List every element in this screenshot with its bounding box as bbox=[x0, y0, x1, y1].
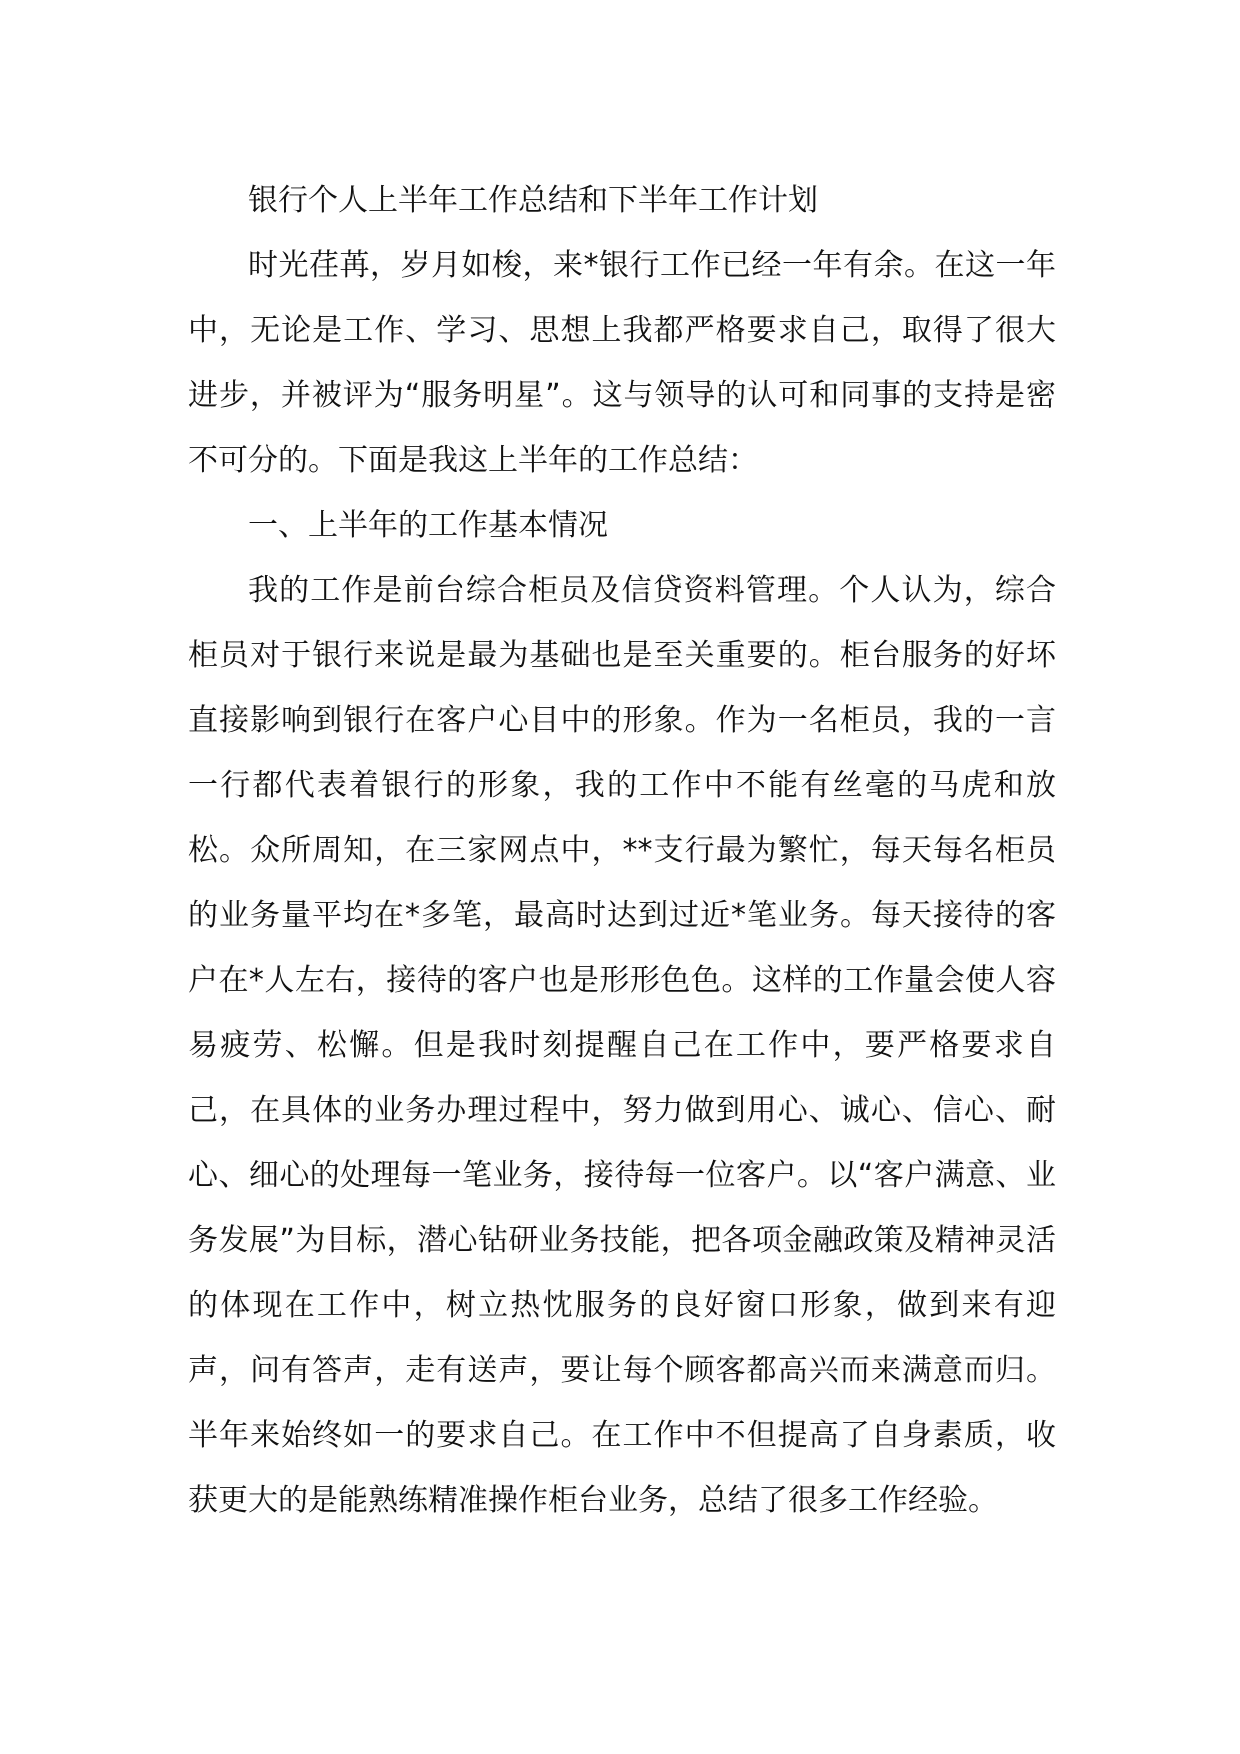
paragraph-intro: 时光荏苒，岁月如梭，来*银行工作已经一年有余。在这一年中，无论是工作、学习、思想上我都严格要求自己，取得了很大进步，并被评为“服务明星”。这与领导的认可和同事的支持是密不可分的。下面是我这上半年的工作总结： bbox=[188, 248, 1056, 478]
paragraph-work-details: 我的工作是前台综合柜员及信贷资料管理。个人认为，综合柜员对于银行来说是最为基础也是至关重要的。柜台服务的好坏直接影响到银行在客户心目中的形象。作为一名柜员，我的一言一行都代表着银行的形象，我的工作中不能有丝毫的马虎和放松。众所周知，在三家网点中，**支行最为繁忙，每天每名柜员的业务量平均在*多笔，最高时达到过近*笔业务。每天接待的客户在*人左右，接待的客户也是形形色色。这样的工作量会使人容易疲劳、松懈。但是我时刻提醒自己在工作中，要严格要求自己，在具体的业务办理过程中，努力做到用心、诚心、信心、耐心、细心的处理每一笔业务，接待每一位客户。以“客户满意、业务发展”为目标，潜心钻研业务技能，把各项金融政策及精神灵活的体现在工作中，树立热忱服务的良好窗口形象，做到来有迎声，问有答声，走有送声，要让每个顾客都高兴而来满意而归。半年来始终如一的要求自己。在工作中不但提高了自身素质，收获更大的是能熟练精准操作柜台业务，总结了很多工作经验。 bbox=[188, 573, 1056, 1518]
section-heading: 一、上半年的工作基本情况 bbox=[248, 508, 608, 543]
document-title: 银行个人上半年工作总结和下半年工作计划 bbox=[248, 183, 818, 218]
document-body bbox=[188, 168, 1056, 1533]
